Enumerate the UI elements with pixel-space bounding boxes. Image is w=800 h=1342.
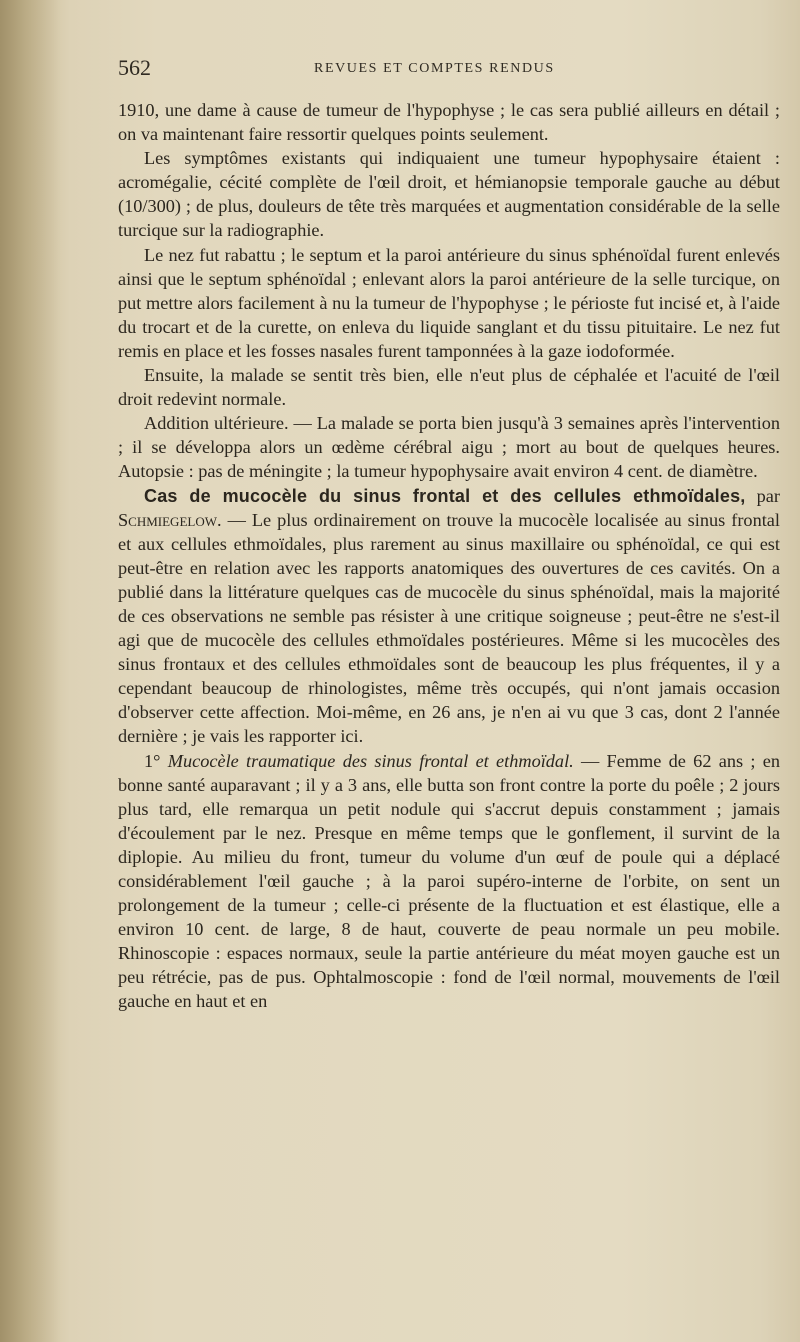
paragraph-case-1 [118, 749, 780, 1014]
author-name: Schmiegelow [118, 509, 217, 530]
case-1-text: — Femme de 62 ans ; en bonne santé auparavant ; il y a 3 ans, elle butta son front contre la porte du poêle ; 2 jours plus tard, elle remarqua un petit nodule qui s'accrut depuis constamment ; jamais d'écoulement par le nez. Presque en même temps que le gonflement, il survint de la diplopie. Au milieu du front, tumeur du volume d'un œuf de poule qui a déplacé considérablement l'œil gauche ; à la paroi supéro-interne de l'orbite, on sent un prolongement de la tumeur ; celle-ci présente de la fluctuation et est élastique, elle a environ 10 cent. de large, 8 de haut, couverte de peau normale un peu mobile. Rhinoscopie : espaces normaux, seule la partie antérieure du méat moyen gauche est un peu rétrécie, pas de pus. Ophtalmoscopie : fond de l'œil normal, mouvements de l'œil gauche en haut et en [118, 750, 780, 1012]
article-body [118, 98, 780, 1014]
paragraph-mucocele-case [118, 484, 780, 749]
page-number: 562 [118, 55, 151, 80]
page-header [118, 55, 718, 87]
case-text: . — Le plus ordinairement on trouve la mucocèle localisée au sinus frontal et aux cellules ethmoïdales, plus rarement au sinus maxillaire ou sphénoïdal, ce qui est peut-être en relation avec les rapports anatomiques des ouvertures de ces cavités. On a publié dans la littérature quelques cas de mucocèle du sinus sphénoïdal, mais la majorité de ces observations ne semble pas résister à une critique soigneuse ; peut-être ne s'est-il agi que de mucocèle des cellules ethmoïdales postérieures. Même si les mucocèles des sinus frontaux et des cellules ethmoïdales sont de beaucoup les plus fréquentes, il y a cependant beaucoup de rhinologistes, même très occupés, qui n'ont jamais occasion d'observer cette affection. Moi-même, en 26 ans, je n'en ai vu que 3 cas, dont 2 l'année dernière ; je vais les rapporter ici. [118, 509, 780, 747]
running-head: REVUES ET COMPTES RENDUS [314, 61, 555, 76]
case-title: Cas de mucocèle du sinus frontal et des cellules ethmoïdales, [144, 485, 746, 506]
paragraph-addition: Addition ultérieure. — La malade se porta bien jusqu'à 3 semaines après l'intervention ; il se développa alors un œdème cérébral aigu ; mort au bout de quelques heures. Autopsie : pas de méningite ; la tumeur hypophysaire avait environ 4 cent. de diamètre. [118, 413, 780, 482]
case-1-title: Mucocèle traumatique des sinus frontal et ethmoïdal. [167, 750, 574, 771]
case-number: 1° [144, 750, 168, 771]
paragraph-outcome: Ensuite, la malade se sentit très bien, elle n'eut plus de céphalée et l'acuité de l'œil droit redevint normale. [118, 365, 780, 410]
paragraph-symptoms: Les symptômes existants qui indiquaient une tumeur hypophysaire étaient : acromégalie, cécité complète de l'œil droit, et hémianopsie temporale gauche au début (10/300) ; de plus, douleurs de tête très marquées et augmentation considérable de la selle turcique sur la radiographie. [118, 148, 780, 241]
byline-par: par [756, 485, 780, 506]
paragraph-operation: Le nez fut rabattu ; le septum et la paroi antérieure du sinus sphénoïdal furent enlevés ainsi que le septum sphénoïdal ; enlevant alors la paroi antérieure de la selle turcique, on put mettre alors facilement à nu la tumeur de l'hypophyse ; le périoste fut incisé et, à l'aide du trocart et de la curette, on enleva du liquide sanglant et du tissu pituitaire. Le nez fut remis en place et les fosses nasales furent tamponnées à la gaze iodoformée. [118, 244, 780, 361]
paragraph-continuation: 1910, une dame à cause de tumeur de l'hypophyse ; le cas sera publié ailleurs en détail ; on va maintenant faire ressortir quelques points seulement. [118, 100, 780, 145]
